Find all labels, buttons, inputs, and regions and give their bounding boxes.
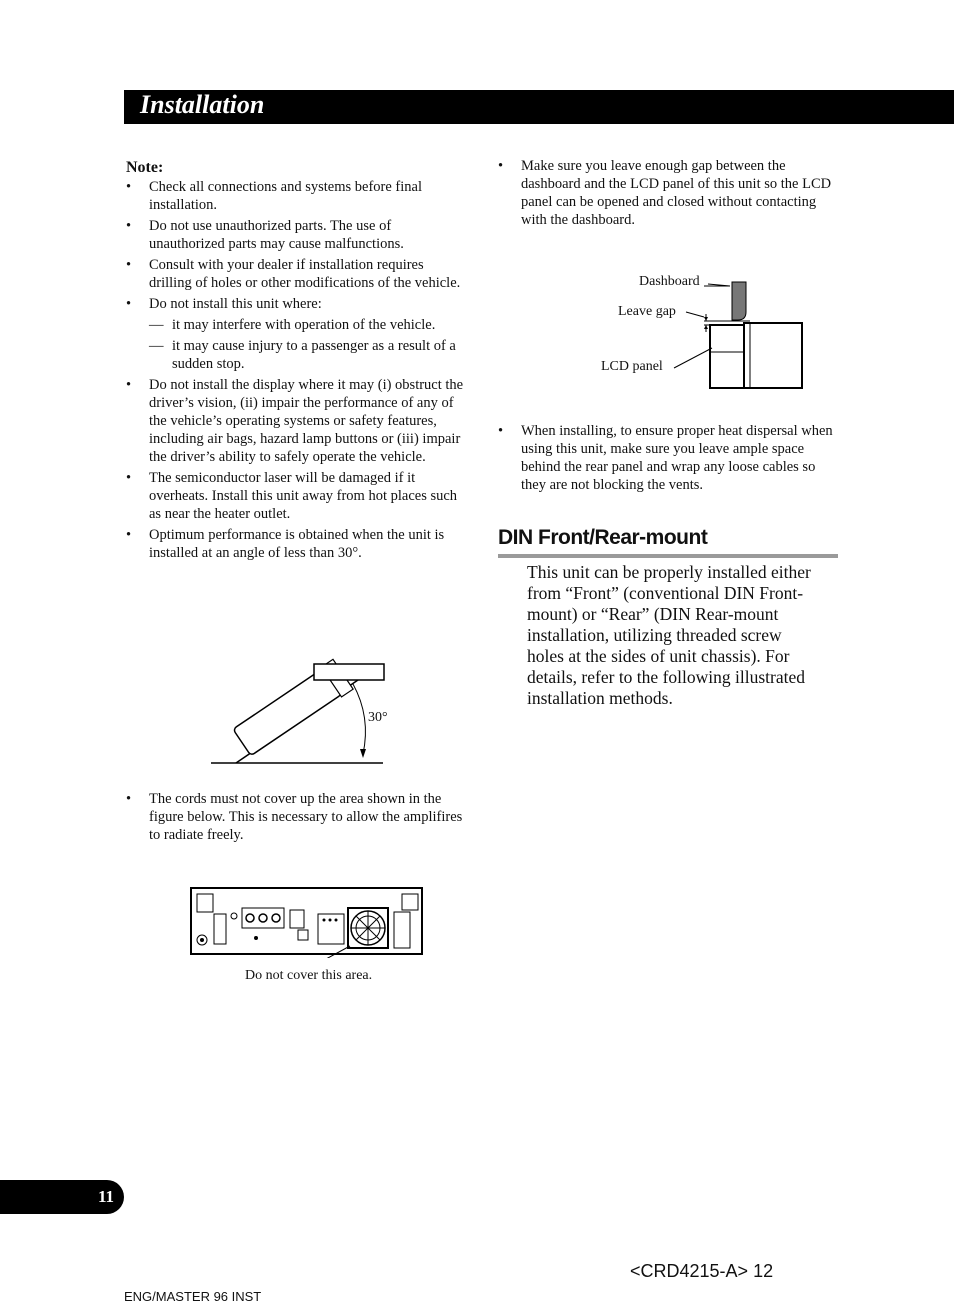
master-code: ENG/MASTER 96 INST [124,1289,262,1304]
lcd-panel-label: LCD panel [601,359,663,374]
page-number: 11 [97,1187,114,1206]
gap-note [498,157,838,232]
rear-panel-caption: Do not cover this area. [245,968,373,983]
sub-list-item: — it may interfere with operation of the vehicle. [149,316,466,334]
note-list [126,178,466,562]
note-title: Note: [126,159,164,176]
section-heading-text: DIN Front/Rear-mount [498,526,708,549]
list-item: • The semiconductor laser will be damaged if it overheats. Install this unit away from hot places such as near the heater outlet. [126,469,466,523]
page-title: Installation [140,90,265,119]
list-item: • Optimum performance is obtained when the unit is installed at an angle of less than 30°. [126,526,466,562]
list-item [126,295,466,373]
cords-note [126,790,466,847]
dashboard-label: Dashboard [639,274,700,289]
installation-angle-illustration [205,612,395,770]
sub-list [149,316,466,373]
list-item: • Check all connections and systems before final installation. [126,178,466,214]
header-bar [124,90,954,124]
list-item: • Do not use unauthorized parts. The use of unauthorized parts may cause malfunctions. [126,217,466,253]
list-item: • Make sure you leave enough gap between the dashboard and the LCD panel of this unit so the LCD panel can be opened and closed without contacting with the dashboard. [498,157,838,229]
leave-gap-label: Leave gap [618,304,676,319]
list-item: • The cords must not cover up the area shown in the figure below. This is necessary to allow the amplifires to radiate freely. [126,790,466,844]
rear-panel-illustration [190,886,424,958]
heat-note [498,422,838,497]
sub-list-item: — it may cause injury to a passenger as a result of a sudden stop. [149,337,466,373]
list-item: • When installing, to ensure proper heat dispersal when using this unit, make sure you leave ample space behind the rear panel and wrap any loose cables so they are not blocking the vents. [498,422,838,494]
list-item-text: Do not install this unit where: [149,296,322,312]
section-heading [498,524,838,558]
page-number-tab [0,1180,124,1214]
list-item: • Consult with your dealer if installation requires drilling of holes or other modifications of the vehicle. [126,256,466,292]
section-body: This unit can be properly installed either from “Front” (conventional DIN Front-mount) or “Rear” (DIN Rear-mount installation, utilizing threaded screw holes at the sides of unit chassis). For details, refer to the following illustrated installation methods. [527,562,811,708]
note-section [126,158,466,565]
list-item: • Do not install the display where it may (i) obstruct the driver’s vision, (ii) impair the performance of any of the vehicle’s operating systems or safety features, including air bags, hazard lamp buttons or (iii) impair the driver’s ability to safely operate the vehicle. [126,376,466,466]
document-code: <CRD4215-A> 12 [630,1261,774,1281]
angle-label: 30° [368,710,388,725]
